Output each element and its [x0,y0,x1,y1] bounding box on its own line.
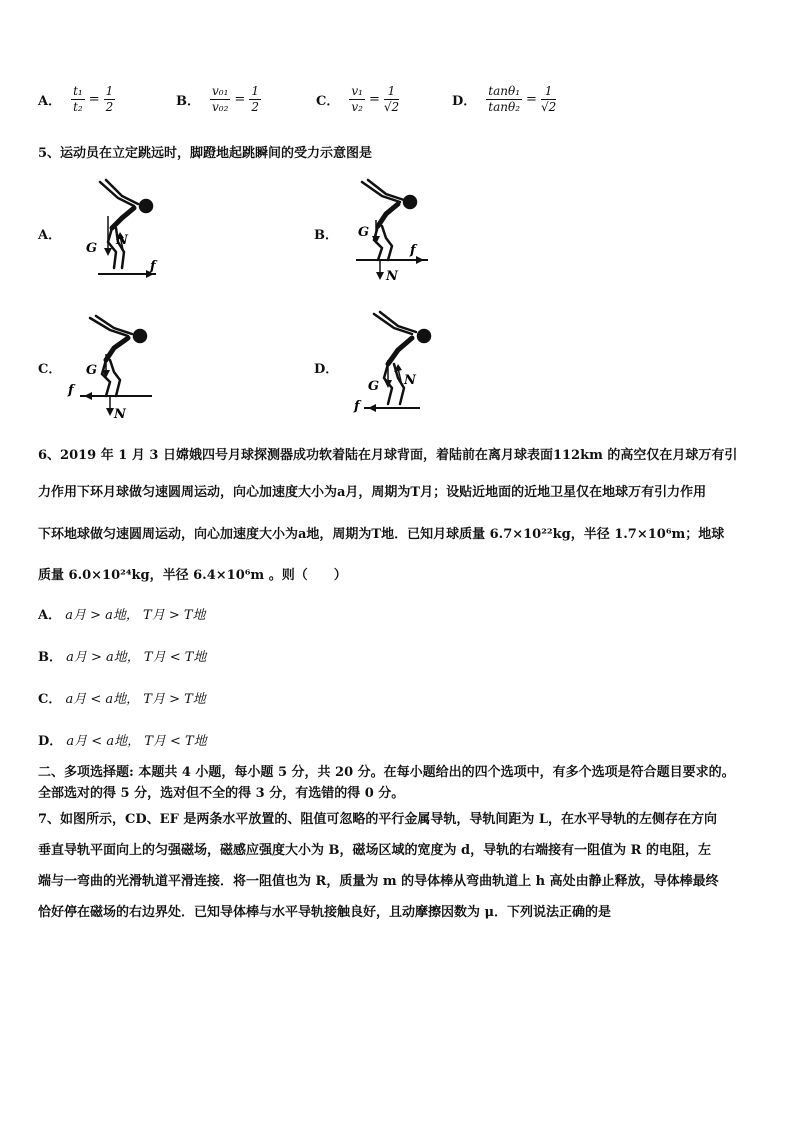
force-label-g: G [368,379,380,394]
force-label-n: N [404,373,416,388]
q7-line-4: 恰好停在磁场的右边界处．已知导体棒与水平导轨接触良好，且动摩擦因数为 μ．下列说法正确的是 [38,905,612,920]
q5-stem: 5、运动员在立定跳远时，脚蹬地起跳瞬间的受力示意图是 [38,146,373,161]
fraction-lhs: $\frac{\text{v₁}}{\text{v₂}}$ [351,84,363,114]
force-label-f: f [410,243,416,258]
q7-line-3: 端与一弯曲的光滑轨道平滑连接．将一阻值也为 R，质量为 m 的导体棒从弯曲轨道上 h 高处由静止释放，导体棒最终 [38,874,719,889]
figure-d-jumper [340,306,450,426]
q7-line-1: 7、如图所示，CD、EF 是两条水平放置的、阻值可忽略的平行金属导轨，导轨间距为 L，在水平导轨的左侧存在方向 [38,812,717,827]
equals-sign: = [526,92,537,107]
force-label-g: G [86,241,98,256]
fraction-rhs: $\frac{1}{2}$ [251,84,259,114]
figure-a-jumper [78,176,168,286]
q6-option-b: B． a月 > a地， T月 < T地 [38,650,207,665]
option-label: B． [176,94,200,109]
force-label-f: f [354,399,360,414]
q4-option-c [316,84,399,115]
q4-option-b [176,84,261,115]
section2-line-1: 二、多项选择题: 本题共 4 小题，每小题 5 分，共 20 分。在每小题给出的四个选项中，有多个选项是符合题目要求的。 [38,765,735,780]
equals-sign: = [234,92,246,107]
q6-line-4: 质量 6.0×10²⁴kg，半径 6.4×10⁶m 。则（ ） [38,568,347,583]
fraction-rhs: $\frac{1}{2}$ [105,84,114,114]
q6-option-c: C． a月 < a地， T月 > T地 [38,692,206,707]
q7-line-2: 垂直导轨平面向上的匀强磁场，磁感应强度大小为 B，磁场区域的宽度为 d，导轨的右端接有一阻值为 R 的电阻，左 [38,843,711,858]
force-label-n: N [114,407,126,422]
fraction-lhs: $\frac{\text{v₀₁}}{\text{v₀₂}}$ [212,84,229,114]
fraction-lhs: $\frac{\text{t₁}}{\text{t₂}}$ [73,84,83,114]
option-label: D． [452,94,477,109]
figure-c-jumper [66,310,166,426]
q6-line-3: 下环地球做匀速圆周运动，向心加速度大小为a地，周期为T地．已知月球质量 6.7×10²²kg，半径 1.7×10⁶m；地球 [38,527,725,542]
q6-line-1: 6、2019 年 1 月 3 日嫦娥四号月球探测器成功软着陆在月球背面，着陆前在离月球表面112km 的高空仅在月球万有引 [38,448,738,463]
force-label-g: G [86,363,98,378]
fraction-rhs: $\frac{1}{√2}$ [383,84,400,114]
q4-option-d [452,84,556,115]
force-label-n: N [116,233,128,248]
force-label-f: f [68,383,74,398]
q5-label-d: D． [314,362,339,377]
q6-option-d: D． a月 < a地， T月 < T地 [38,734,207,749]
fraction-rhs: $\frac{1}{√2}$ [540,84,557,114]
q5-label-c: C． [38,362,62,377]
option-label: A． [38,94,62,109]
figure-b-jumper [348,176,438,286]
q5-label-a: A． [38,228,62,243]
force-label-n: N [386,269,398,284]
section2-line-2: 全部选对的得 5 分，选对但不全的得 3 分，有选错的得 0 分。 [38,786,405,801]
option-label: C． [316,94,340,109]
q6-option-a: A． a月 > a地， T月 > T地 [38,608,206,623]
equals-sign: = [368,92,380,107]
equals-sign: = [88,92,100,107]
q4-option-a [38,84,115,115]
q5-label-b: B． [314,228,338,243]
q6-line-2: 力作用下环月球做匀速圆周运动，向心加速度大小为a月，周期为T月；设贴近地面的近地卫星仅在地球万有引力作用 [38,485,707,500]
fraction-lhs: $\frac{\text{tanθ₁}}{\text{tanθ₂}}$ [488,84,521,114]
force-label-g: G [358,225,370,240]
force-label-f: f [150,259,156,274]
